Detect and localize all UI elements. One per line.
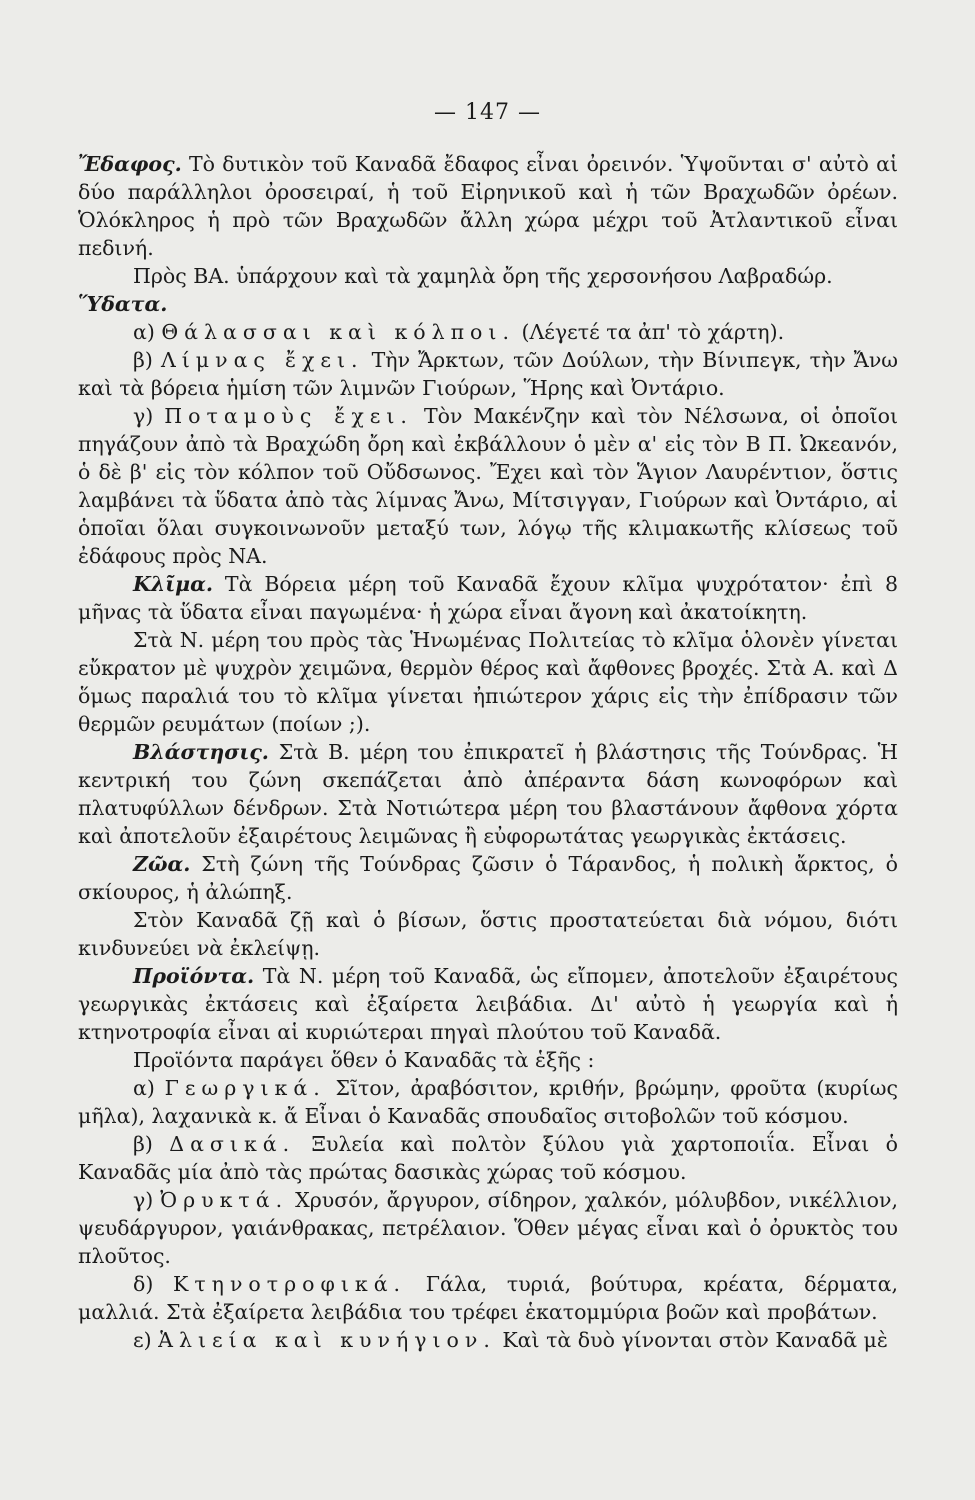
body-text [78, 150, 898, 1354]
paragraph-text: (Λέγετέ τα ἀπ' τὸ χάρτη). [514, 320, 785, 344]
list-marker: γ) [133, 404, 165, 428]
section-heading: Κλῖμα. [133, 572, 214, 596]
list-item [78, 1326, 898, 1354]
list-marker: δ) [133, 1272, 174, 1296]
list-marker: α) [133, 320, 162, 344]
spaced-subheading: Λίμνας ἔχει. [160, 348, 364, 372]
paragraph-text: Ξυλεία καὶ πολτὸν ξύλου γιὰ χαρτοποιΐα. Εἶναι ὁ Καναδᾶς μία ἀπὸ τὰς πρώτας δασικὰς χώρας τοῦ κόσμου. [78, 1132, 899, 1184]
spaced-subheading: Ποταμοὺς ἔχει. [164, 404, 413, 428]
list-marker: γ) [133, 1188, 161, 1212]
paragraph-text: Στὴ ζώνη τῆς Τούνδρας ζῶσιν ὁ Τάρανδος, ἡ πολικὴ ἄρκτος, ὁ σκίουρος, ἡ ἀλώπηξ. [78, 852, 898, 904]
list-marker: α) [133, 1076, 165, 1100]
paragraph-text: Τὰ Βόρεια μέρη τοῦ Καναδᾶ ἔχουν κλῖμα ψυχρότατον· ἐπὶ 8 μῆνας τὰ ὕδατα εἶναι παγωμένα· ἡ χώρα εἶναι ἄγονη καὶ ἀκατοίκητη. [78, 572, 898, 624]
spaced-subheading: Κτηνοτροφικά. [173, 1272, 407, 1296]
section-heading: Προϊόντα. [133, 964, 255, 988]
section-heading: Ὕδατα. [78, 292, 168, 316]
paragraph-text: Στὰ Β. μέρη του ἐπικρατεῖ ἡ βλάστησις τῆς Τούνδρας. Ἡ κεντρική του ζώνη σκεπάζεται ἀπὸ ἀπέραντα δάση κωνοφόρων καὶ πλατυφύλλων δένδρων. Στὰ Νοτιώτερα μέρη του βλαστάνουν ἄφθονα χόρτα καὶ ἀποτελοῦν ἐξαιρέτους λειμῶνας ἢ εὐφορωτάτας γεωργικὰς ἐκτάσεις. [78, 740, 898, 848]
list-marker: ε) [133, 1328, 159, 1352]
spaced-subheading: Θάλασσαι καὶ κόλποι. [161, 320, 515, 344]
paragraph [78, 626, 898, 738]
paragraph-text: Γάλα, τυριά, βούτυρα, κρέατα, δέρματα, μαλλιά. Στὰ ἐξαίρετα λειβάδια του τρέφει ἑκατομμύρια βοῶν καὶ προβάτων. [78, 1272, 898, 1324]
list-item [78, 402, 898, 570]
list-item [78, 318, 898, 346]
paragraph-zoa [78, 850, 898, 906]
section-heading: Ἔδαφος. [78, 152, 182, 176]
paragraph-text: Προϊόντα παράγει ὅθεν ὁ Καναδᾶς τὰ ἑξῆς : [133, 1048, 595, 1072]
paragraph-text: Στὰ Ν. μέρη του πρὸς τὰς Ἡνωμένας Πολιτείας τὸ κλῖμα ὁλονὲν γίνεται εὔκρατον μὲ ψυχρὸν χειμῶνα, θερμὸν θέρος καὶ ἄφθονες βροχές. Στὰ Α. καὶ Δ ὅμως παραλιά του τὸ κλῖμα γίνεται ἠπιώτερον χάρις εἰς τὴν ἐπίδρασιν τῶν θερμῶν ρευμάτων (ποίων ;). [78, 628, 898, 736]
list-item [78, 1130, 898, 1186]
list-marker: β) [133, 348, 161, 372]
list-item [78, 1270, 898, 1326]
list-item [78, 1186, 898, 1270]
paragraph [78, 906, 898, 962]
paragraph-text: Τὸ δυτικὸν τοῦ Καναδᾶ ἔδαφος εἶναι ὀρεινόν. Ὑψοῦνται σ' αὐτὸ αἱ δύο παράλληλοι ὀροσειραί, ἡ τοῦ Εἰρηνικοῦ καὶ ἡ τῶν Βραχωδῶν ὀρέων. Ὁλόκληρος ἡ πρὸ τῶν Βραχωδῶν ἄλλη χώρα μέχρι τοῦ Ἀτλαντικοῦ εἶναι πεδινή. [78, 152, 898, 260]
paragraph-text: Στὸν Καναδᾶ ζῇ καὶ ὁ βίσων, ὅστις προστατεύεται διὰ νόμου, διότι κινδυνεύει νὰ ἐκλείψῃ. [78, 908, 898, 960]
spaced-subheading: Δασικά. [169, 1132, 296, 1156]
section-heading: Βλάστησις. [133, 740, 269, 764]
list-marker: β) [133, 1132, 170, 1156]
paragraph-edaphos [78, 150, 898, 262]
paragraph [78, 262, 898, 290]
page-number: — 147 — [434, 100, 541, 125]
paragraph-text: Τὰ Ν. μέρη τοῦ Καναδᾶ, ὡς εἴπομεν, ἀποτελοῦν ἐξαιρέτους γεωργικὰς ἐκτάσεις καὶ ἐξαίρετα λειβάδια. Δι' αὐτὸ ἡ γεωργία καὶ ἡ κτηνοτροφία εἶναι αἱ κυριώτεραι πηγαὶ πλούτου τοῦ Καναδᾶ. [78, 964, 898, 1044]
list-item [78, 346, 898, 402]
paragraph-proionta [78, 962, 898, 1046]
paragraph-ydata [78, 290, 898, 318]
paragraph [78, 1046, 898, 1074]
list-item [78, 1074, 898, 1130]
paragraph-text: Πρὸς ΒΑ. ὑπάρχουν καὶ τὰ χαμηλὰ ὄρη τῆς χερσονήσου Λαβραδώρ. [133, 264, 833, 288]
paragraph-text: Τὴν Ἄρκτων, τῶν Δούλων, τὴν Βίνιπεγκ, τὴν Ἄνω καὶ τὰ βόρεια ἡμίση τῶν λιμνῶν Γιούρων, Ἥρης καὶ Ὀντάριο. [78, 348, 898, 400]
paragraph-text: Καὶ τὰ δυὸ γίνονται στὸν Καναδᾶ μὲ [495, 1328, 888, 1352]
section-heading: Ζῶα. [133, 852, 191, 876]
paragraph-vlastisis [78, 738, 898, 850]
spaced-subheading: Ὀρυκτά. [160, 1188, 289, 1212]
spaced-subheading: Γεωργικά. [164, 1076, 326, 1100]
paragraph-text: Σῖτον, ἀραβόσιτον, κριθήν, βρώμην, φροῦτα (κυρίως μῆλα), λαχανικὰ κ. ἄ Εἶναι ὁ Καναδᾶς σπουδαῖος σιτοβολῶν τοῦ κόσμου. [78, 1076, 898, 1128]
paragraph-text: Χρυσόν, ἄργυρον, σίδηρον, χαλκόν, μόλυβδον, νικέλλιον, ψευδάργυρον, γαιάνθρακας, πετρέλαιον. Ὅθεν μέγας εἶναι καὶ ὁ ὀρυκτὸς του πλοῦτος. [78, 1188, 898, 1268]
paragraph-klima [78, 570, 898, 626]
paragraph-text: Τὸν Μακένζην καὶ τὸν Νέλσωνα, οἱ ὁποῖοι πηγάζουν ἀπὸ τὰ Βραχώδη ὄρη καὶ ἐκβάλλουν ὁ μὲν α' εἰς τὸν Β Π. Ὠκεανόν, ὁ δὲ β' εἰς τὸν κόλπον τοῦ Οὔδσωνος. Ἔχει καὶ τὸν Ἅγιον Λαυρέντιον, ὅστις λαμβάνει τὰ ὕδατα ἀπὸ τὰς λίμνας Ἄνω, Μίτσιγγαν, Γιούρων καὶ Ὀντάριο, αἱ ὁποῖαι ὅλαι συγκοινωνοῦν μεταξύ των, λόγῳ τῆς κλιμακωτῆς κλίσεως τοῦ ἐδάφους πρὸς ΝΑ. [78, 404, 898, 568]
spaced-subheading: Ἁλιεία καὶ κυνήγιον. [158, 1328, 496, 1352]
